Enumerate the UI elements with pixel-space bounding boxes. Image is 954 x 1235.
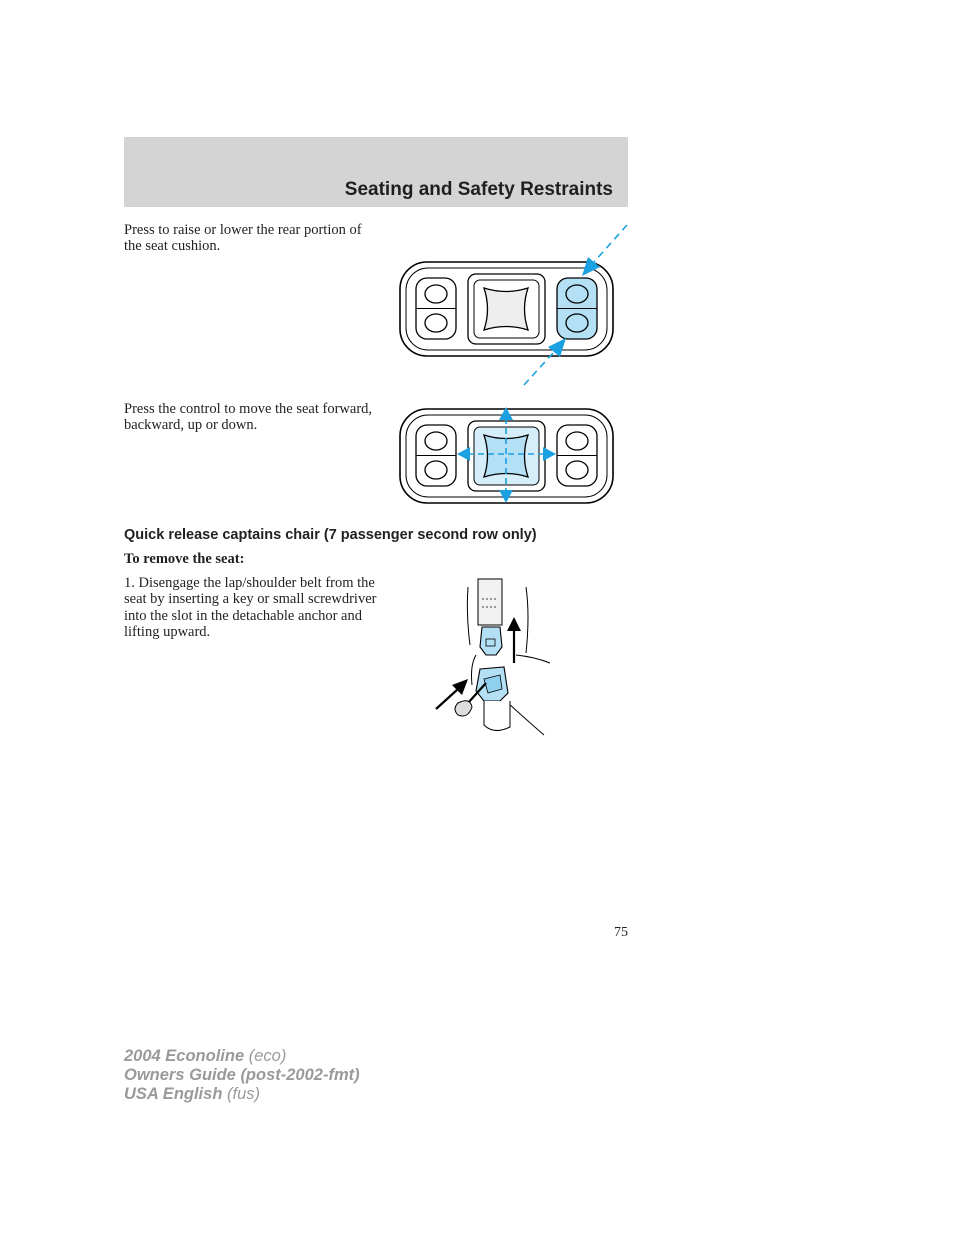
remove-seat-label: To remove the seat: (124, 551, 245, 567)
seat-move-instruction: Press the control to move the seat forward, backward, up or down. (124, 401, 373, 434)
seat-control-rear-cushion-illustration (396, 222, 632, 390)
rear-cushion-instruction: Press to raise or lower the rear portion of the seat cushion. (124, 222, 362, 255)
document-footer (124, 1047, 360, 1104)
footer-line-3: USA English (fus) (124, 1085, 260, 1103)
belt-anchor-release-illustration (430, 575, 554, 740)
quick-release-heading: Quick release captains chair (7 passenger second row only) (124, 527, 537, 543)
footer-line-2: Owners Guide (post-2002-fmt) (124, 1066, 360, 1084)
section-title: Seating and Safety Restraints (344, 179, 613, 200)
page-number: 75 (614, 925, 628, 940)
footer-line-1: 2004 Econoline (eco) (124, 1047, 287, 1065)
seat-control-move-illustration (396, 404, 620, 508)
step-1-text: 1. Disengage the lap/shoulder belt from the seat by inserting a key or small screwdriver into the slot in the detachable anchor and lifting upward. (124, 575, 377, 640)
header-band (124, 137, 628, 207)
